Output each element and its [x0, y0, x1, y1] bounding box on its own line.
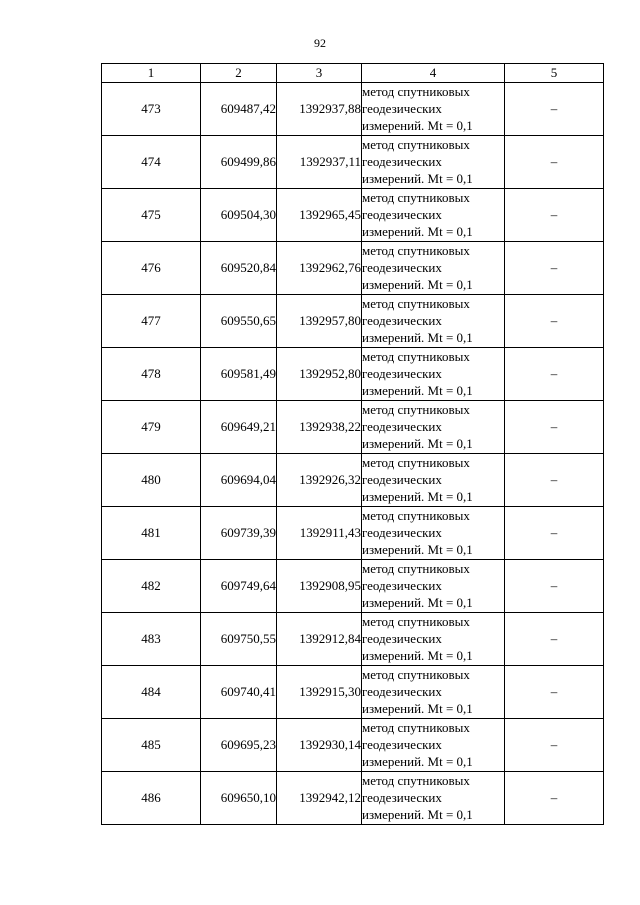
- x-coordinate-cell: 609487,42: [201, 83, 277, 136]
- method-line: измерений. Mt = 0,1: [362, 807, 473, 822]
- note-cell: –: [505, 401, 604, 454]
- note-cell: –: [505, 560, 604, 613]
- note-cell: –: [505, 719, 604, 772]
- x-coordinate-cell: 609649,21: [201, 401, 277, 454]
- method-cell: [362, 136, 505, 189]
- point-number-cell: 476: [102, 242, 201, 295]
- note-cell: –: [505, 507, 604, 560]
- method-line: геодезических: [362, 101, 442, 116]
- point-number-cell: 478: [102, 348, 201, 401]
- method-line: измерений. Mt = 0,1: [362, 595, 473, 610]
- y-coordinate-cell: 1392937,11: [277, 136, 362, 189]
- method-line: метод спутниковых: [362, 667, 470, 682]
- method-cell: [362, 772, 505, 825]
- method-cell: [362, 666, 505, 719]
- method-line: измерений. Mt = 0,1: [362, 754, 473, 769]
- method-line: геодезических: [362, 737, 442, 752]
- method-line: метод спутниковых: [362, 137, 470, 152]
- table-row: [102, 401, 604, 454]
- header-row: [102, 64, 604, 83]
- y-coordinate-cell: 1392926,32: [277, 454, 362, 507]
- x-coordinate-cell: 609739,39: [201, 507, 277, 560]
- y-coordinate-cell: 1392957,80: [277, 295, 362, 348]
- x-coordinate-cell: 609499,86: [201, 136, 277, 189]
- method-line: измерений. Mt = 0,1: [362, 436, 473, 451]
- x-coordinate-cell: 609504,30: [201, 189, 277, 242]
- point-number-cell: 482: [102, 560, 201, 613]
- method-line: измерений. Mt = 0,1: [362, 648, 473, 663]
- method-line: геодезических: [362, 366, 442, 381]
- table-row: [102, 242, 604, 295]
- point-number-cell: 484: [102, 666, 201, 719]
- table-body: [102, 83, 604, 825]
- method-cell: [362, 719, 505, 772]
- method-line: геодезических: [362, 207, 442, 222]
- y-coordinate-cell: 1392912,84: [277, 613, 362, 666]
- method-line: метод спутниковых: [362, 614, 470, 629]
- x-coordinate-cell: 609694,04: [201, 454, 277, 507]
- x-coordinate-cell: 609750,55: [201, 613, 277, 666]
- table-row: [102, 348, 604, 401]
- method-line: метод спутниковых: [362, 402, 470, 417]
- header-col-1: 1: [102, 64, 201, 83]
- method-cell: [362, 454, 505, 507]
- point-number-cell: 480: [102, 454, 201, 507]
- method-line: геодезических: [362, 578, 442, 593]
- method-line: измерений. Mt = 0,1: [362, 118, 473, 133]
- y-coordinate-cell: 1392908,95: [277, 560, 362, 613]
- note-cell: –: [505, 348, 604, 401]
- point-number-cell: 473: [102, 83, 201, 136]
- method-line: геодезических: [362, 260, 442, 275]
- method-line: геодезических: [362, 525, 442, 540]
- point-number-cell: 486: [102, 772, 201, 825]
- method-line: геодезических: [362, 154, 442, 169]
- table-row: [102, 189, 604, 242]
- method-cell: [362, 507, 505, 560]
- note-cell: –: [505, 454, 604, 507]
- method-cell: [362, 348, 505, 401]
- y-coordinate-cell: 1392915,30: [277, 666, 362, 719]
- method-cell: [362, 83, 505, 136]
- note-cell: –: [505, 242, 604, 295]
- point-number-cell: 479: [102, 401, 201, 454]
- y-coordinate-cell: 1392962,76: [277, 242, 362, 295]
- method-cell: [362, 242, 505, 295]
- table-row: [102, 560, 604, 613]
- method-line: измерений. Mt = 0,1: [362, 277, 473, 292]
- method-line: метод спутниковых: [362, 349, 470, 364]
- method-line: геодезических: [362, 631, 442, 646]
- method-cell: [362, 189, 505, 242]
- method-cell: [362, 401, 505, 454]
- table-row: [102, 83, 604, 136]
- method-line: измерений. Mt = 0,1: [362, 224, 473, 239]
- table-row: [102, 454, 604, 507]
- note-cell: –: [505, 666, 604, 719]
- point-number-cell: 474: [102, 136, 201, 189]
- x-coordinate-cell: 609581,49: [201, 348, 277, 401]
- method-line: метод спутниковых: [362, 243, 470, 258]
- method-line: метод спутниковых: [362, 720, 470, 735]
- note-cell: –: [505, 83, 604, 136]
- table-row: [102, 666, 604, 719]
- x-coordinate-cell: 609650,10: [201, 772, 277, 825]
- method-line: метод спутниковых: [362, 190, 470, 205]
- method-line: геодезических: [362, 419, 442, 434]
- method-cell: [362, 560, 505, 613]
- point-number-cell: 481: [102, 507, 201, 560]
- y-coordinate-cell: 1392930,14: [277, 719, 362, 772]
- point-number-cell: 485: [102, 719, 201, 772]
- table-row: [102, 136, 604, 189]
- y-coordinate-cell: 1392911,43: [277, 507, 362, 560]
- y-coordinate-cell: 1392965,45: [277, 189, 362, 242]
- method-cell: [362, 613, 505, 666]
- x-coordinate-cell: 609550,65: [201, 295, 277, 348]
- x-coordinate-cell: 609520,84: [201, 242, 277, 295]
- y-coordinate-cell: 1392942,12: [277, 772, 362, 825]
- note-cell: –: [505, 295, 604, 348]
- header-col-5: 5: [505, 64, 604, 83]
- y-coordinate-cell: 1392937,88: [277, 83, 362, 136]
- x-coordinate-cell: 609695,23: [201, 719, 277, 772]
- method-line: метод спутниковых: [362, 773, 470, 788]
- note-cell: –: [505, 136, 604, 189]
- point-number-cell: 483: [102, 613, 201, 666]
- table-row: [102, 507, 604, 560]
- method-line: метод спутниковых: [362, 561, 470, 576]
- method-line: измерений. Mt = 0,1: [362, 171, 473, 186]
- method-line: геодезических: [362, 472, 442, 487]
- table-row: [102, 719, 604, 772]
- method-line: геодезических: [362, 684, 442, 699]
- method-line: измерений. Mt = 0,1: [362, 489, 473, 504]
- point-number-cell: 477: [102, 295, 201, 348]
- y-coordinate-cell: 1392938,22: [277, 401, 362, 454]
- page-number: 92: [314, 36, 326, 50]
- note-cell: –: [505, 772, 604, 825]
- header-col-4: 4: [362, 64, 505, 83]
- method-line: геодезических: [362, 313, 442, 328]
- table-header: [102, 64, 604, 83]
- note-cell: –: [505, 613, 604, 666]
- method-line: геодезических: [362, 790, 442, 805]
- method-cell: [362, 295, 505, 348]
- method-line: метод спутниковых: [362, 296, 470, 311]
- y-coordinate-cell: 1392952,80: [277, 348, 362, 401]
- table-row: [102, 295, 604, 348]
- coordinates-table: [101, 63, 604, 825]
- x-coordinate-cell: 609749,64: [201, 560, 277, 613]
- header-col-2: 2: [201, 64, 277, 83]
- table-row: [102, 772, 604, 825]
- x-coordinate-cell: 609740,41: [201, 666, 277, 719]
- header-col-3: 3: [277, 64, 362, 83]
- point-number-cell: 475: [102, 189, 201, 242]
- method-line: измерений. Mt = 0,1: [362, 701, 473, 716]
- method-line: метод спутниковых: [362, 84, 470, 99]
- method-line: измерений. Mt = 0,1: [362, 542, 473, 557]
- method-line: измерений. Mt = 0,1: [362, 330, 473, 345]
- method-line: метод спутниковых: [362, 508, 470, 523]
- note-cell: –: [505, 189, 604, 242]
- method-line: метод спутниковых: [362, 455, 470, 470]
- method-line: измерений. Mt = 0,1: [362, 383, 473, 398]
- table-row: [102, 613, 604, 666]
